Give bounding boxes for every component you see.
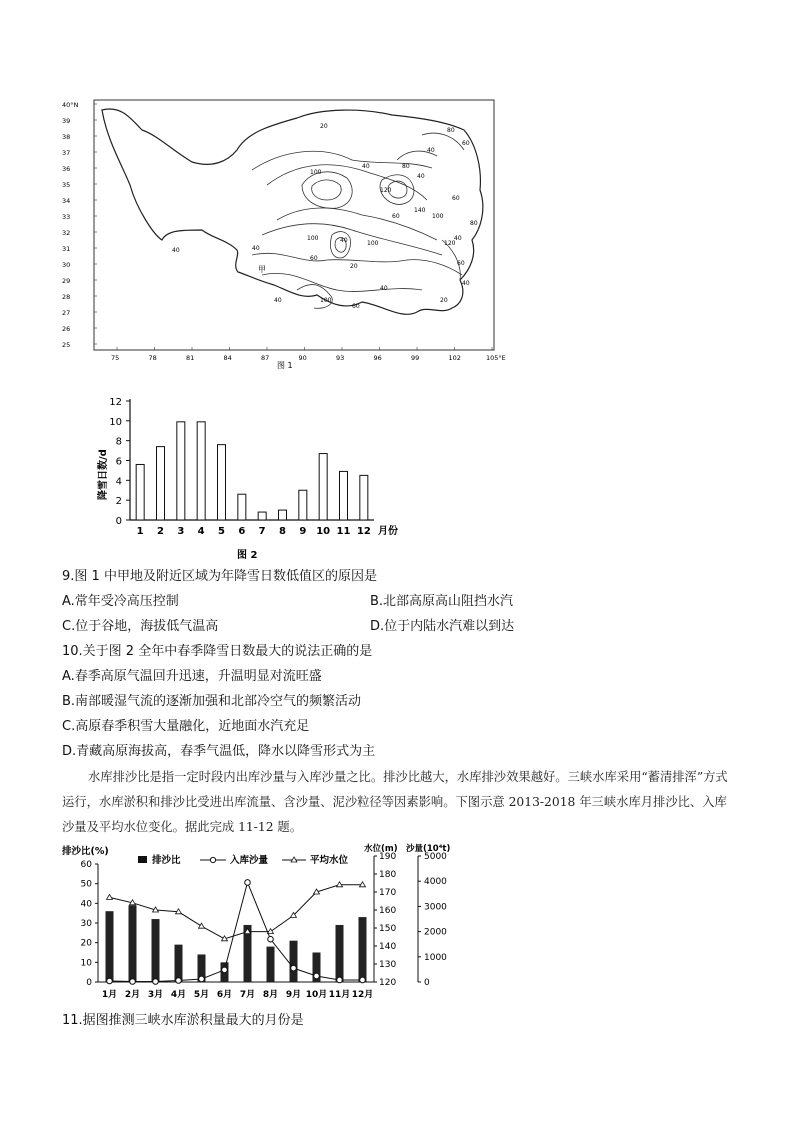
right-1-tick-label: 120: [379, 978, 397, 988]
latitude-label: 30: [62, 261, 71, 269]
legend-label: 平均水位: [310, 855, 349, 866]
figure2-y-tick-label: 0: [115, 516, 122, 527]
contour-label: 40: [427, 147, 435, 154]
water-level-point: [360, 882, 366, 887]
contour-label: 80: [447, 127, 455, 134]
longitude-label: 78: [148, 354, 157, 362]
figure2-bar: [279, 510, 287, 520]
longitude-label: 105°E: [486, 354, 506, 362]
drainage-ratio-bar: [359, 917, 367, 982]
left-tick-label: 50: [80, 879, 92, 890]
figure2-x-tick-label: 1: [136, 526, 144, 537]
left-tick-label: 60: [80, 860, 92, 870]
contour-label: 40: [340, 237, 348, 244]
right-1-tick-label: 180: [379, 870, 397, 880]
figure2-x-tick-label: 12: [356, 526, 371, 537]
contour-label: 40: [362, 163, 370, 170]
latitude-label: 27: [62, 309, 71, 317]
inflow-sediment-point: [107, 978, 113, 984]
drainage-ratio-bar: [175, 945, 183, 982]
inflow-sediment-point: [153, 979, 159, 985]
right-2-tick-label: 0: [424, 978, 430, 988]
figure2-x-tick-label: 8: [279, 526, 286, 537]
figure2-x-tick-label: 9: [299, 526, 307, 537]
legend: [138, 854, 349, 866]
figure2-x-tick-label: 7: [258, 526, 266, 537]
month-tick-label: 3月: [147, 990, 164, 1000]
contour-label: 100: [307, 235, 319, 242]
figure2-x-tick-label: 6: [238, 526, 246, 537]
figure2-x-tick-label: 11: [336, 526, 351, 537]
right-1-tick-label: 160: [379, 906, 397, 916]
right-2-tick-label: 5000: [424, 852, 447, 862]
month-tick-label: 10月: [305, 990, 328, 1000]
figure2-bar: [218, 445, 226, 520]
figure1-caption: 图 1: [277, 361, 293, 370]
contour-label: 100: [432, 213, 444, 220]
longitude-label: 75: [111, 354, 120, 362]
latitude-label: 38: [62, 133, 71, 141]
latitude-labels: [62, 101, 97, 349]
contour-label: 80: [470, 220, 478, 227]
latitude-label: 26: [62, 325, 71, 333]
inflow-sediment-point: [268, 936, 274, 942]
question-9-option-d: D.位于内陆水汽难以到达: [370, 619, 515, 634]
latitude-label: 32: [62, 229, 71, 237]
drainage-ratio-bar: [129, 905, 137, 982]
legend-label: 入库沙量: [230, 855, 269, 866]
month-tick-label: 1月: [101, 990, 118, 1000]
figure2-y-tick-label: 4: [115, 476, 122, 488]
question-9-option-c: C.位于谷地，海拔低气温高: [62, 619, 219, 634]
month-tick-label: 2月: [124, 990, 141, 1000]
right-1-tick-label: 130: [379, 960, 397, 970]
drainage-ratio-bar: [106, 911, 114, 982]
contour-label: 20: [350, 263, 358, 270]
figure2-bar: [136, 464, 144, 520]
longitude-label: 99: [411, 354, 420, 362]
inflow-sediment-point: [199, 976, 205, 982]
longitude-label: 102: [448, 354, 461, 362]
contour-label: 140: [414, 207, 426, 214]
water-level-line: [110, 885, 363, 939]
contour-label: 40: [454, 235, 462, 242]
latitude-label: 36: [62, 165, 71, 173]
inflow-sediment-point: [245, 880, 251, 886]
figure2-y-tick-label: 8: [115, 436, 122, 448]
month-tick-label: 4月: [170, 990, 187, 1000]
contour-label: 20: [320, 123, 328, 130]
contour-label: 100: [310, 169, 322, 176]
reservoir-chart: [62, 842, 482, 1007]
contour-label: 60: [462, 140, 470, 147]
figure1-contour-map: [62, 90, 517, 380]
figure2-bar: [319, 454, 327, 520]
right-1-tick-label: 190: [379, 852, 397, 862]
figure2-y-axis-label: 降雪日数/d: [98, 449, 109, 500]
inflow-sediment-point: [291, 965, 297, 971]
inflow-sediment-point: [314, 973, 320, 979]
contour-label: 40: [380, 285, 388, 292]
figure2-y-tick-label: 2: [115, 496, 122, 508]
inflow-sediment-line: [110, 882, 363, 981]
latitude-label: 31: [62, 245, 71, 253]
figure2-bar: [299, 490, 307, 520]
figure2-x-tick-label: 10: [316, 526, 331, 537]
question-9-stem: 9.图 1 中甲地及附近区域为年降雪日数低值区的原因是: [62, 569, 377, 584]
question-11-stem: 11.据图推测三峡水库淤积量最大的月份是: [62, 1013, 304, 1028]
reading-passage: [62, 765, 734, 840]
figure2-bar: [238, 494, 246, 520]
contour-label: 60: [310, 255, 318, 262]
contour-label: 20: [440, 297, 448, 304]
latitude-label: 34: [62, 197, 71, 205]
contour-label: 40: [417, 173, 425, 180]
latitude-label: 33: [62, 213, 71, 221]
figure2-x-tick-label: 2: [157, 526, 164, 537]
latitude-label: 39: [62, 117, 71, 125]
question-10-option-d: D.青藏高原海拔高，春季气温低，降水以降雪形式为主: [62, 744, 376, 759]
longitude-label: 87: [261, 354, 270, 362]
figure2-bar: [360, 475, 368, 520]
figure2-x-tick-label: 4: [197, 526, 205, 537]
right-2-tick-label: 1000: [424, 952, 447, 963]
contour-label: 120: [444, 240, 456, 247]
longitude-label: 96: [373, 354, 382, 362]
contour-label: 60: [452, 195, 460, 202]
longitude-label: 93: [336, 354, 345, 362]
inflow-sediment-point: [176, 978, 182, 984]
left-tick-label: 20: [80, 938, 92, 949]
figure2-bar: [157, 447, 165, 520]
right-2-tick-label: 2000: [424, 927, 447, 938]
month-tick-label: 8月: [262, 990, 279, 1000]
inflow-sediment-point: [222, 967, 228, 973]
latitude-label: 29: [62, 277, 71, 285]
contour-label: 120: [380, 187, 392, 194]
figure2-bar: [197, 422, 205, 520]
right-1-tick-label: 150: [379, 924, 397, 934]
right-1-tick-label: 170: [379, 888, 397, 898]
drainage-ratio-bar: [290, 941, 298, 982]
passage-text: 水库排沙比是指一定时段内出库沙量与入库沙量之比。排沙比越大，水库排沙效果越好。三峡水库采用“蓄清排浑”方式运行，水库淤积和排沙比受进出库流量、含沙量、泥沙粒径等因素影响。下图示意 2013-2018 年三峡水库月排沙比、入库沙量及平均水位变化。据此完成 11-12 题。: [62, 770, 728, 834]
figure2-caption: 图 2: [237, 550, 258, 561]
contour-label: 80: [402, 163, 410, 170]
month-tick-label: 6月: [216, 990, 233, 1000]
left-tick-label: 0: [86, 978, 92, 988]
water-level-point: [107, 894, 113, 899]
month-tick-label: 7月: [239, 990, 256, 1000]
water-level-point: [337, 882, 343, 887]
contour-label: 60: [392, 213, 400, 220]
left-tick-label: 30: [80, 919, 92, 929]
contour-label: 100: [367, 240, 379, 247]
right-2-tick-label: 3000: [424, 902, 447, 913]
contour-label: 40: [462, 280, 470, 287]
right-2-tick-label: 4000: [424, 877, 447, 888]
figure2-x-tick-label: 5: [218, 526, 225, 537]
question-10-stem: 10.关于图 2 全年中春季降雪日数最大的说法正确的是: [62, 644, 373, 659]
legend-label: 排沙比: [152, 855, 181, 866]
right-1-tick-label: 140: [379, 942, 397, 952]
drainage-ratio-bar: [152, 919, 160, 982]
question-9-option-a: A.常年受冷高压控制: [62, 594, 179, 609]
month-tick-label: 11月: [328, 990, 351, 1000]
question-9-option-b: B.北部高原高山阻挡水汽: [370, 594, 514, 609]
figure2-y-tick-label: 10: [109, 416, 122, 428]
month-tick-label: 5月: [193, 990, 210, 1000]
latitude-label: 35: [62, 181, 71, 189]
figure2-bar: [340, 471, 348, 520]
latitude-label: 25: [62, 341, 71, 349]
contour-label: 100: [320, 297, 332, 304]
figure2-bar: [177, 422, 185, 520]
figure2-bar: [258, 512, 266, 520]
left-tick-label: 40: [80, 899, 92, 910]
figure2-y-tick-label: 6: [115, 456, 122, 468]
month-tick-label: 9月: [285, 990, 302, 1000]
question-10-option-c: C.高原春季积雪大量融化，近地面水汽充足: [62, 719, 310, 734]
latitude-label: 37: [62, 149, 71, 157]
contour-label: 60: [352, 303, 360, 310]
left-tick-label: 10: [80, 958, 92, 969]
drainage-ratio-bar: [336, 925, 344, 982]
contour-label: 60: [457, 260, 465, 267]
longitude-label: 90: [298, 354, 307, 362]
latitude-label: 28: [62, 293, 71, 301]
contour-label: 40: [274, 297, 282, 304]
figure2-y-tick-label: 12: [109, 397, 122, 408]
inflow-sediment-point: [360, 977, 366, 983]
contour-label: 40: [172, 247, 180, 254]
question-10-option-a: A.春季高原气温回升迅速，升温明显对流旺盛: [62, 669, 322, 684]
figure2-x-axis-label: 月份: [378, 526, 398, 537]
right-axis-1-label: 水位(m): [364, 844, 398, 854]
longitude-label: 81: [186, 354, 195, 362]
drainage-ratio-bar: [267, 947, 275, 982]
left-axis-label: 排沙比(%): [62, 846, 109, 857]
figure2-snow-days-chart: [92, 393, 422, 561]
figure2-x-tick-label: 3: [177, 526, 185, 537]
contour-label: 40: [252, 245, 260, 252]
right-axis-2-label: 沙量(10⁴t): [406, 844, 451, 854]
month-tick-label: 12月: [351, 990, 374, 1000]
question-10-option-b: B.南部暖湿气流的逐渐加强和北部冷空气的频繁活动: [62, 694, 362, 709]
latitude-label: 40°N: [62, 101, 79, 109]
inflow-sediment-point: [337, 977, 343, 983]
place-label-jia: 甲: [258, 265, 266, 274]
inflow-sediment-point: [130, 979, 136, 985]
water-level-point: [199, 923, 205, 928]
longitude-label: 84: [223, 354, 232, 362]
